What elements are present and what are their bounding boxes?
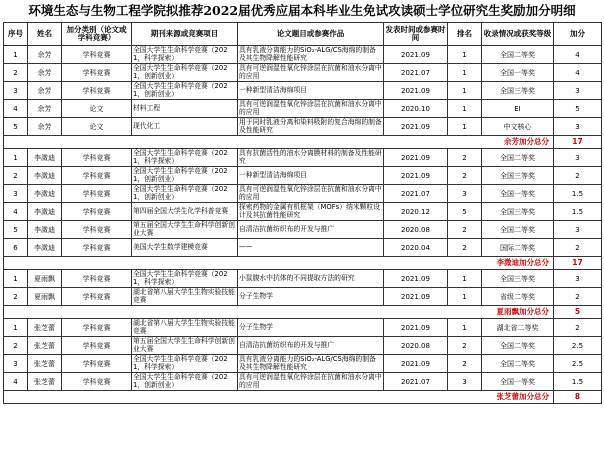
cell-name: 李溦迪 xyxy=(28,221,62,239)
cell-score: 2 xyxy=(554,319,602,337)
cell-level: 中文核心 xyxy=(482,118,554,136)
table-row xyxy=(4,355,602,373)
header-serial: 序号 xyxy=(4,23,28,46)
cell-rank: 1 xyxy=(448,270,482,288)
subtotal-value: 17 xyxy=(554,257,602,270)
cell-rank: 2 xyxy=(448,337,482,355)
cell-serial: 6 xyxy=(4,239,28,257)
cell-work: 自清洁抗菌纺织布的开发与推广 xyxy=(238,337,384,355)
cell-source: 全国大学生生命科学竞赛（2021，创新创业） xyxy=(132,167,238,185)
cell-rank: 2 xyxy=(448,221,482,239)
cell-time: 2021.09 xyxy=(384,319,448,337)
cell-source: 全国大学生生命科学竞赛（2021，创新创业） xyxy=(132,64,238,82)
cell-name: 李溦迪 xyxy=(28,149,62,167)
table-row xyxy=(4,149,602,167)
cell-score: 3 xyxy=(554,149,602,167)
cell-time: 2021.09 xyxy=(384,167,448,185)
table-row xyxy=(4,270,602,288)
header-level: 收录情况或获奖等级 xyxy=(482,23,554,46)
cell-type: 论文 xyxy=(62,100,132,118)
cell-work: 具有乳液分离能力的SiO₂-ALG/CS海绵的制备及其生物降解性能研究 xyxy=(238,46,384,64)
table-row xyxy=(4,203,602,221)
cell-time: 2020.04 xyxy=(384,239,448,257)
cell-serial: 1 xyxy=(4,319,28,337)
cell-level: 全国二等奖 xyxy=(482,221,554,239)
cell-time: 2020.08 xyxy=(384,221,448,239)
cell-level: 全国二等奖 xyxy=(482,355,554,373)
cell-time: 2021.07 xyxy=(384,64,448,82)
cell-level: 国际二等奖 xyxy=(482,239,554,257)
table-row xyxy=(4,100,602,118)
subtotal-row xyxy=(4,136,602,149)
cell-source: 全国大学生生命科学竞赛（2021，科学探索） xyxy=(132,270,238,288)
cell-level: 全国一等奖 xyxy=(482,185,554,203)
cell-score: 2 xyxy=(554,288,602,306)
table-row xyxy=(4,239,602,257)
header-type: 加分类别（论文或学科竞赛） xyxy=(62,23,132,46)
cell-score: 2 xyxy=(554,167,602,185)
cell-work: 分子生物学 xyxy=(238,319,384,337)
cell-type: 学科竞赛 xyxy=(62,373,132,391)
cell-name: 夏雨飘 xyxy=(28,288,62,306)
cell-score: 3 xyxy=(554,270,602,288)
cell-work: —— xyxy=(238,239,384,257)
subtotal-value: 17 xyxy=(554,136,602,149)
cell-name: 夏雨飘 xyxy=(28,270,62,288)
cell-serial: 3 xyxy=(4,355,28,373)
cell-work: 一种新型清洁海绵项目 xyxy=(238,167,384,185)
cell-time: 2021.09 xyxy=(384,270,448,288)
cell-level: 全国三等奖 xyxy=(482,203,554,221)
cell-rank: 1 xyxy=(448,118,482,136)
cell-score: 2 xyxy=(554,239,602,257)
cell-type: 学科竞赛 xyxy=(62,185,132,203)
cell-source: 湖北省第八届大学生生物实验技能竞赛 xyxy=(132,319,238,337)
cell-rank: 1 xyxy=(448,64,482,82)
cell-score: 3 xyxy=(554,82,602,100)
table-row xyxy=(4,185,602,203)
cell-source: 全国大学生生命科学竞赛（2021，科学探索） xyxy=(132,149,238,167)
cell-score: 1.5 xyxy=(554,185,602,203)
subtotal-label: 李溦迪加分总分 xyxy=(4,257,554,270)
cell-time: 2021.09 xyxy=(384,82,448,100)
table-row xyxy=(4,64,602,82)
cell-source: 第五届全国大学生生命科学创新创业大赛 xyxy=(132,337,238,355)
cell-type: 学科竞赛 xyxy=(62,82,132,100)
cell-level: 全国二等奖 xyxy=(482,337,554,355)
cell-serial: 2 xyxy=(4,337,28,355)
subtotal-label: 张芝蕾加分总分 xyxy=(4,391,554,404)
cell-score: 2.5 xyxy=(554,355,602,373)
cell-serial: 2 xyxy=(4,64,28,82)
cell-time: 2020.08 xyxy=(384,337,448,355)
cell-level: 全国三等奖 xyxy=(482,167,554,185)
bonus-points-table xyxy=(3,22,602,404)
cell-work: 探索药物的金属有机框架（MOFs）纳米颗粒设计及其抗菌性能研究 xyxy=(238,203,384,221)
cell-serial: 5 xyxy=(4,118,28,136)
cell-name: 张芝蕾 xyxy=(28,337,62,355)
cell-score: 1.5 xyxy=(554,203,602,221)
cell-work: 具有抗菌活性的油水分离膜材料的制备及性能研究 xyxy=(239,149,382,165)
cell-level: 全国三等奖 xyxy=(482,82,554,100)
cell-rank: 1 xyxy=(448,319,482,337)
cell-work: 具有可逆润湿性氧化锌涂层在抗菌和油水分离中的应用 xyxy=(239,64,382,80)
cell-time: 2020.12 xyxy=(384,203,448,221)
cell-rank: 2 xyxy=(448,149,482,167)
cell-source: 美国大学生数学建模竞赛 xyxy=(132,239,238,257)
cell-source: 全国大学生生命科学竞赛（2021，创新创业） xyxy=(132,185,238,203)
cell-level: 全国三等奖 xyxy=(482,270,554,288)
cell-rank: 1 xyxy=(448,100,482,118)
cell-time: 2021.09 xyxy=(384,288,448,306)
cell-time: 2021.09 xyxy=(384,46,448,64)
cell-type: 学科竞赛 xyxy=(62,319,132,337)
cell-work: 具有可逆润湿性氧化锌涂层在抗菌和油水分离中的应用 xyxy=(239,373,382,389)
cell-rank: 3 xyxy=(448,185,482,203)
cell-time: 2020.10 xyxy=(384,100,448,118)
cell-source: 全国大学生生命科学竞赛（2021，科学探索） xyxy=(132,46,238,64)
cell-source: 湖北省第八届大学生生物实验技能竞赛 xyxy=(132,288,238,306)
subtotal-row xyxy=(4,306,602,319)
cell-rank: 3 xyxy=(448,373,482,391)
cell-name: 余芳 xyxy=(28,118,62,136)
cell-type: 学科竞赛 xyxy=(62,167,132,185)
cell-work: 小鼠腹水中抗体的不同提取方法的研究 xyxy=(238,270,384,288)
cell-type: 学科竞赛 xyxy=(62,239,132,257)
cell-work: 一种新型清洁海绵项目 xyxy=(238,82,384,100)
cell-score: 2.5 xyxy=(554,337,602,355)
subtotal-label: 余芳加分总分 xyxy=(4,136,554,149)
cell-time: 2021.07 xyxy=(384,373,448,391)
table-row xyxy=(4,319,602,337)
cell-type: 学科竞赛 xyxy=(62,64,132,82)
header-score: 加分 xyxy=(554,23,602,46)
cell-name: 张芝蕾 xyxy=(28,319,62,337)
cell-type: 学科竞赛 xyxy=(62,46,132,64)
cell-serial: 2 xyxy=(4,288,28,306)
cell-serial: 1 xyxy=(4,149,28,167)
cell-source: 材料工程 xyxy=(132,100,238,118)
header-name: 姓名 xyxy=(28,23,62,46)
cell-time: 2021.09 xyxy=(384,355,448,373)
subtotal-row xyxy=(4,391,602,404)
cell-type: 学科竞赛 xyxy=(62,203,132,221)
cell-type: 学科竞赛 xyxy=(62,337,132,355)
cell-rank: 5 xyxy=(448,203,482,221)
cell-rank: 2 xyxy=(448,239,482,257)
table-row xyxy=(4,337,602,355)
cell-serial: 4 xyxy=(4,203,28,221)
cell-time: 2021.09 xyxy=(384,118,448,136)
cell-work: 自清洁抗菌纺织布的开发与推广 xyxy=(238,221,384,239)
cell-source: 全国大学生生命科学竞赛（2021，科学探索） xyxy=(132,355,238,373)
cell-score: 5 xyxy=(554,100,602,118)
cell-rank: 1 xyxy=(448,46,482,64)
table-row xyxy=(4,288,602,306)
page-title: 环境生态与生物工程学院拟推荐2022届优秀应届本科毕业生免试攻读硕士学位研究生奖励加分明细 xyxy=(28,3,576,18)
subtotal-value: 5 xyxy=(554,306,602,319)
cell-work: 具有可逆润湿性氧化锌涂层在抗菌和油水分离中的应用 xyxy=(239,100,382,116)
cell-serial: 3 xyxy=(4,82,28,100)
subtotal-label: 夏雨飘加分总分 xyxy=(4,306,554,319)
cell-name: 李溦迪 xyxy=(28,185,62,203)
cell-level: 全国二等奖 xyxy=(482,46,554,64)
header-time: 发表时间或参赛时间 xyxy=(384,23,448,46)
cell-level: 省级二等奖 xyxy=(482,288,554,306)
subtotal-row xyxy=(4,257,602,270)
cell-serial: 3 xyxy=(4,185,28,203)
header-rank: 排名 xyxy=(448,23,482,46)
table-row xyxy=(4,82,602,100)
cell-type: 学科竞赛 xyxy=(62,288,132,306)
cell-source: 第五届全国大学生生命科学创新创业大赛 xyxy=(132,221,238,239)
table-row xyxy=(4,167,602,185)
cell-work: 具有乳液分离能力的SiO₂-ALG/CS海绵的制备及其生物降解性能研究 xyxy=(238,355,384,373)
cell-time: 2021.07 xyxy=(384,185,448,203)
cell-serial: 2 xyxy=(4,167,28,185)
cell-work: 用于同时乳液分离和染料吸附的复合海绵的制备及性能研究 xyxy=(239,118,382,134)
cell-type: 学科竞赛 xyxy=(62,355,132,373)
cell-score: 3 xyxy=(554,118,602,136)
table-row xyxy=(4,46,602,64)
cell-source: 全国大学生生命科学竞赛（2021，创新创业） xyxy=(132,82,238,100)
table-row xyxy=(4,221,602,239)
cell-type: 学科竞赛 xyxy=(62,221,132,239)
header-work: 论文题目或参赛作品 xyxy=(238,23,384,46)
cell-work: 具有可逆润湿性氧化锌涂层在抗菌和油水分离中的应用 xyxy=(239,185,382,201)
cell-name: 张芝蕾 xyxy=(28,355,62,373)
cell-score: 3 xyxy=(554,221,602,239)
cell-rank: 1 xyxy=(448,82,482,100)
cell-source: 现代化工 xyxy=(132,118,238,136)
cell-rank: 2 xyxy=(448,167,482,185)
cell-serial: 1 xyxy=(4,270,28,288)
cell-score: 4 xyxy=(554,64,602,82)
cell-serial: 4 xyxy=(4,100,28,118)
cell-source: 第四届全国大学生化学科普竞赛 xyxy=(132,203,238,221)
cell-level: 湖北省二等奖 xyxy=(482,319,554,337)
cell-level: 全国一等奖 xyxy=(482,64,554,82)
cell-name: 李溦迪 xyxy=(28,239,62,257)
cell-rank: 1 xyxy=(448,288,482,306)
cell-type: 学科竞赛 xyxy=(62,270,132,288)
table-row xyxy=(4,373,602,391)
cell-level: 全国一等奖 xyxy=(482,373,554,391)
cell-work: 分子生物学 xyxy=(238,288,384,306)
cell-name: 余芳 xyxy=(28,82,62,100)
cell-score: 1.5 xyxy=(554,373,602,391)
table-header-row xyxy=(4,23,602,46)
table-body xyxy=(4,46,602,404)
cell-source: 全国大学生生命科学竞赛（2021，创新创业） xyxy=(132,373,238,391)
table-row xyxy=(4,118,602,136)
subtotal-value: 8 xyxy=(554,391,602,404)
cell-name: 张芝蕾 xyxy=(28,373,62,391)
cell-name: 余芳 xyxy=(28,46,62,64)
cell-name: 李溦迪 xyxy=(28,203,62,221)
cell-name: 余芳 xyxy=(28,100,62,118)
cell-name: 李溦迪 xyxy=(28,167,62,185)
cell-serial: 4 xyxy=(4,373,28,391)
cell-time: 2021.09 xyxy=(384,149,448,167)
cell-level: EI xyxy=(482,100,554,118)
cell-serial: 1 xyxy=(4,46,28,64)
header-source: 期刊来源或竞赛项目 xyxy=(132,23,238,46)
cell-rank: 2 xyxy=(448,355,482,373)
cell-serial: 5 xyxy=(4,221,28,239)
cell-score: 4 xyxy=(554,46,602,64)
cell-type: 论文 xyxy=(62,118,132,136)
cell-type: 学科竞赛 xyxy=(62,149,132,167)
cell-level: 全国二等奖 xyxy=(482,149,554,167)
cell-name: 余芳 xyxy=(28,64,62,82)
